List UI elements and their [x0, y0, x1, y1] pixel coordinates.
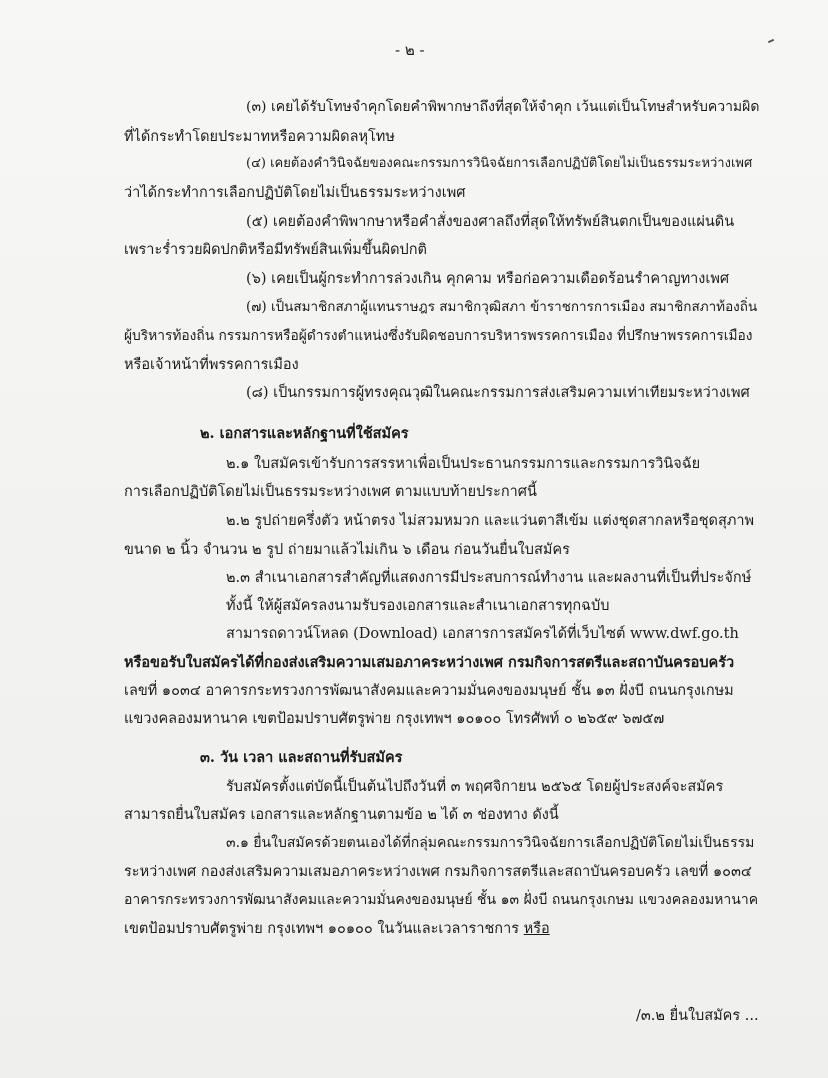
text-line: สามารถยื่นใบสมัคร เอกสารและหลักฐานตามข้อ ๒ ได้ ๓ ช่องทาง ดังนี้: [124, 807, 559, 823]
underlined-word: หรือ: [523, 921, 550, 937]
text-line: ทั้งนี้ ให้ผู้สมัครลงนามรับรองเอกสารและสำเนาเอกสารทุกฉบับ: [226, 598, 610, 614]
text-line: ขนาด ๒ นิ้ว จำนวน ๒ รูป ถ่ายมาแล้วไม่เกิน ๖ เดือน ก่อนวันยื่นใบสมัคร: [124, 542, 570, 558]
text-line: ๓.๑ ยื่นใบสมัครด้วยตนเองได้ที่กลุ่มคณะกรรมการวินิจฉัยการเลือกปฏิบัติโดยไม่เป็นธรรม: [226, 835, 755, 851]
text-line: ๒.๓ สำเนาเอกสารสำคัญที่แสดงการมีประสบการณ์ทำงาน และผลงานที่เป็นที่ประจักษ์: [226, 570, 752, 586]
continuation-footer: /๓.๒ ยื่นใบสมัคร ...: [636, 1008, 759, 1024]
text-line: ๒.๑ ใบสมัครเข้ารับการสรรหาเพื่อเป็นประธานกรรมการและกรรมการวินิจฉัย: [226, 456, 701, 472]
text-line: (๓) เคยได้รับโทษจำคุกโดยคำพิพากษาถึงที่สุดให้จำคุก เว้นแต่เป็นโทษสำหรับความผิด: [246, 99, 760, 115]
text-line: อาคารกระทรวงการพัฒนาสังคมและความมั่นคงของมนุษย์ ชั้น ๑๓ ฝั่งบี ถนนกรุงเกษม แขวงคลองมหานาค: [124, 892, 759, 908]
section-heading: ๒. เอกสารและหลักฐานที่ใช้สมัคร: [200, 425, 409, 442]
text-line: แขวงคลองมหานาค เขตป้อมปราบศัตรูพ่าย กรุงเทพฯ ๑๐๑๐๐ โทรศัพท์ ๐ ๒๖๕๙ ๖๗๕๗: [124, 711, 665, 727]
section-heading: ๓. วัน เวลา และสถานที่รับสมัคร: [200, 749, 403, 766]
text-line: เลขที่ ๑๐๓๔ อาคารกระทรวงการพัฒนาสังคมและความมั่นคงของมนุษย์ ชั้น ๑๓ ฝั่งบี ถนนกรุงเกษม: [124, 683, 734, 699]
text-line: (๔) เคยต้องคำวินิจฉัยของคณะกรรมการวินิจฉัยการเลือกปฏิบัติโดยไม่เป็นธรรมระหว่างเพศ: [246, 156, 753, 171]
page-number: - ๒ -: [395, 41, 425, 59]
text-line: (๗) เป็นสมาชิกสภาผู้แทนราษฎร สมาชิกวุฒิสภา ข้าราชการการเมือง สมาชิกสภาท้องถิ่น: [246, 299, 758, 315]
text-line: ๒.๒ รูปถ่ายครึ่งตัว หน้าตรง ไม่สวมหมวก และแว่นตาสีเข้ม แต่งชุดสากลหรือชุดสุภาพ: [226, 513, 755, 529]
text-line-with-suffix: [124, 919, 550, 939]
text-line: ที่ได้กระทำโดยประมาทหรือความผิดลหุโทษ: [124, 129, 395, 145]
text-line: ผู้บริหารท้องถิ่น กรรมการหรือผู้ดำรงตำแหน่งซึ่งรับผิดชอบการบริหารพรรคการเมือง ที่ปรึกษาพรรคการเมือง: [124, 328, 753, 344]
text-line: ระหว่างเพศ กองส่งเสริมความเสมอภาคระหว่างเพศ กรมกิจการสตรีและสถาบันครอบครัว เลขที่ ๑๐๓๔: [124, 864, 752, 880]
text-line: หรือเจ้าหน้าที่พรรคการเมือง: [124, 357, 299, 373]
text-line: (๘) เป็นกรรมการผู้ทรงคุณวุฒิในคณะกรรมการส่งเสริมความเท่าเทียมระหว่างเพศ: [246, 385, 750, 401]
scan-mark: [768, 39, 774, 43]
text-line: เพราะร่ำรวยผิดปกติหรือมีทรัพย์สินเพิ่มขึ้นผิดปกติ: [124, 242, 427, 258]
text-line: รับสมัครตั้งแต่บัดนี้เป็นต้นไปถึงวันที่ ๓ พฤศจิกายน ๒๕๖๕ โดยผู้ประสงค์จะสมัคร: [226, 779, 724, 795]
text-line: การเลือกปฏิบัติโดยไม่เป็นธรรมระหว่างเพศ ตามแบบท้ายประกาศนี้: [124, 484, 537, 500]
text-line: หรือขอรับใบสมัครได้ที่กองส่งเสริมความเสมอภาคระหว่างเพศ กรมกิจการสตรีและสถาบันครอบครัว: [124, 654, 735, 671]
text-segment: เขตป้อมปราบศัตรูพ่าย กรุงเทพฯ ๑๐๑๐๐ ในวันและเวลาราชการ: [124, 921, 520, 937]
text-line: สามารถดาวน์โหลด (Download) เอกสารการสมัครได้ที่เว็บไซต์ www.dwf.go.th: [226, 626, 739, 642]
text-line: ว่าได้กระทำการเลือกปฏิบัติโดยไม่เป็นธรรมระหว่างเพศ: [124, 185, 466, 201]
text-line: (๖) เคยเป็นผู้กระทำการล่วงเกิน คุกคาม หรือก่อความเดือดร้อนรำคาญทางเพศ: [246, 271, 730, 287]
text-line: (๕) เคยต้องคำพิพากษาหรือคำสั่งของศาลถึงที่สุดให้ทรัพย์สินตกเป็นของแผ่นดิน: [246, 214, 735, 230]
